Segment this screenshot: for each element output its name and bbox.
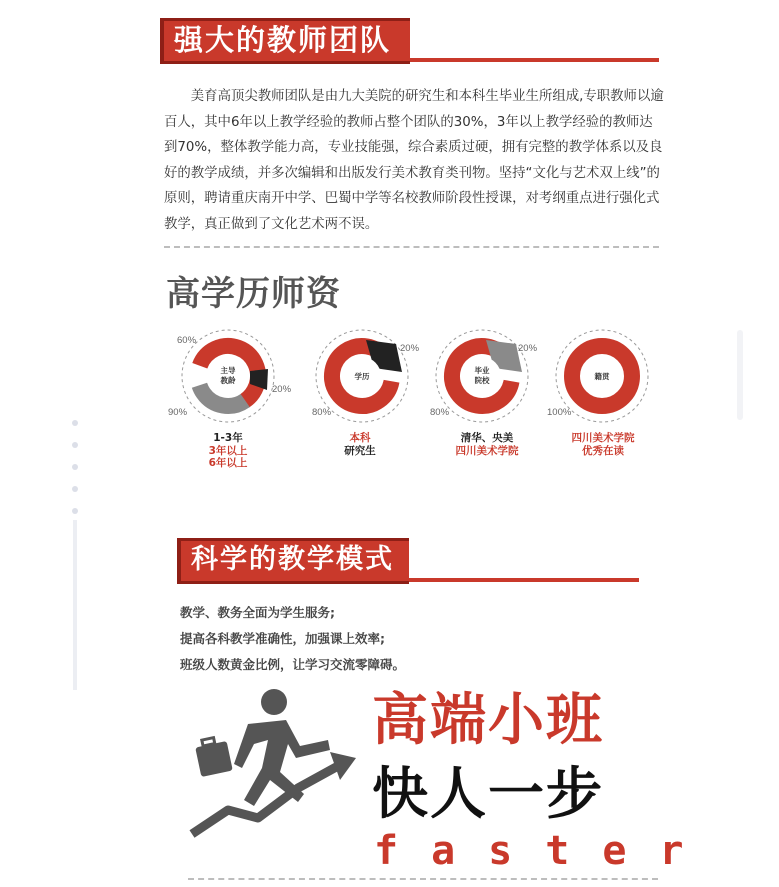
slogan-faster: faster <box>374 828 717 874</box>
caption-line: 四川美术学院 <box>571 432 635 444</box>
rising-arrow-icon <box>188 744 368 844</box>
slogan-line-2: 快人一步 <box>372 762 604 827</box>
chart-center-label: 学历 <box>354 372 370 381</box>
chart-center-label: 教龄 <box>220 376 236 385</box>
chart-center-label: 籍贯 <box>594 372 610 381</box>
chart-pct-label: 100% <box>547 407 572 418</box>
section-title-teaching-mode: 科学的教学模式 <box>191 544 394 575</box>
banner-teaching-mode <box>181 538 639 584</box>
teacher-team-paragraph: 美育高顶尖教师团队是由九大美院的研究生和本科生毕业生所组成,专职教师以逾百人，其中6年以上教学经验的教师占整个团队的30%，3年以上教学经验的教师达到70%，整体教学能力高，专业技能强，综合素质过硬，拥有完整的教学体系以及良好的教学成绩，并多次编辑和出版发行美术教育类刊物。坚持“文化与艺术双上线”的原则，聘请重庆南开中学、巴蜀中学等名校教师阶段性授课，对考纲重点进行强化式教学，真正做到了文化艺术两不误。 <box>164 89 664 232</box>
divider <box>164 246 659 248</box>
chart-center-label: 主导 <box>220 366 236 375</box>
caption-line: 研究生 <box>344 444 376 457</box>
section-title-teacher-team: 强大的教师团队 <box>174 23 392 57</box>
chart-pct-label: 80% <box>312 407 332 418</box>
chart-pct-label: 20% <box>400 343 420 354</box>
divider-bottom <box>188 878 658 880</box>
list-item: 班级人数黄金比例，让学习交流零障碍。 <box>180 657 406 672</box>
side-decoration-dots <box>72 420 78 530</box>
teaching-mode-list <box>180 600 405 678</box>
side-decoration-right <box>737 330 743 420</box>
side-decoration-bar <box>73 520 77 690</box>
caption-line: 四川美术学院 <box>455 444 519 457</box>
caption-line: 本科 <box>349 432 371 444</box>
caption-line: 3年以上 <box>208 444 248 457</box>
slogan-line-1: 高端小班 <box>372 688 604 753</box>
chart-pct-label: 80% <box>430 407 450 418</box>
caption-line: 6年以上 <box>208 457 248 469</box>
chart-caption-teaching-age <box>198 432 258 470</box>
chart-caption-graduate-school <box>447 432 527 457</box>
chart-center-label: 毕业 <box>474 366 490 375</box>
caption-line: 1-3年 <box>213 432 243 444</box>
chart-pct-label: 60% <box>177 335 197 346</box>
chart-pct-label: 90% <box>168 407 188 418</box>
caption-line: 清华、央美 <box>460 432 514 444</box>
list-item: 提高各科教学准确性，加强课上效率; <box>180 631 385 646</box>
list-item: 教学、教务全面为学生服务; <box>180 605 335 620</box>
chart-caption-degree <box>330 432 390 457</box>
chart-pct-label: 20% <box>518 343 538 354</box>
section-title-high-degree: 高学历师资 <box>166 274 341 314</box>
banner-teacher-team <box>164 18 659 64</box>
chart-caption-hometown <box>563 432 643 457</box>
caption-line: 优秀在读 <box>582 444 624 457</box>
chart-pct-label: 20% <box>272 384 292 395</box>
chart-center-label: 院校 <box>474 376 490 385</box>
